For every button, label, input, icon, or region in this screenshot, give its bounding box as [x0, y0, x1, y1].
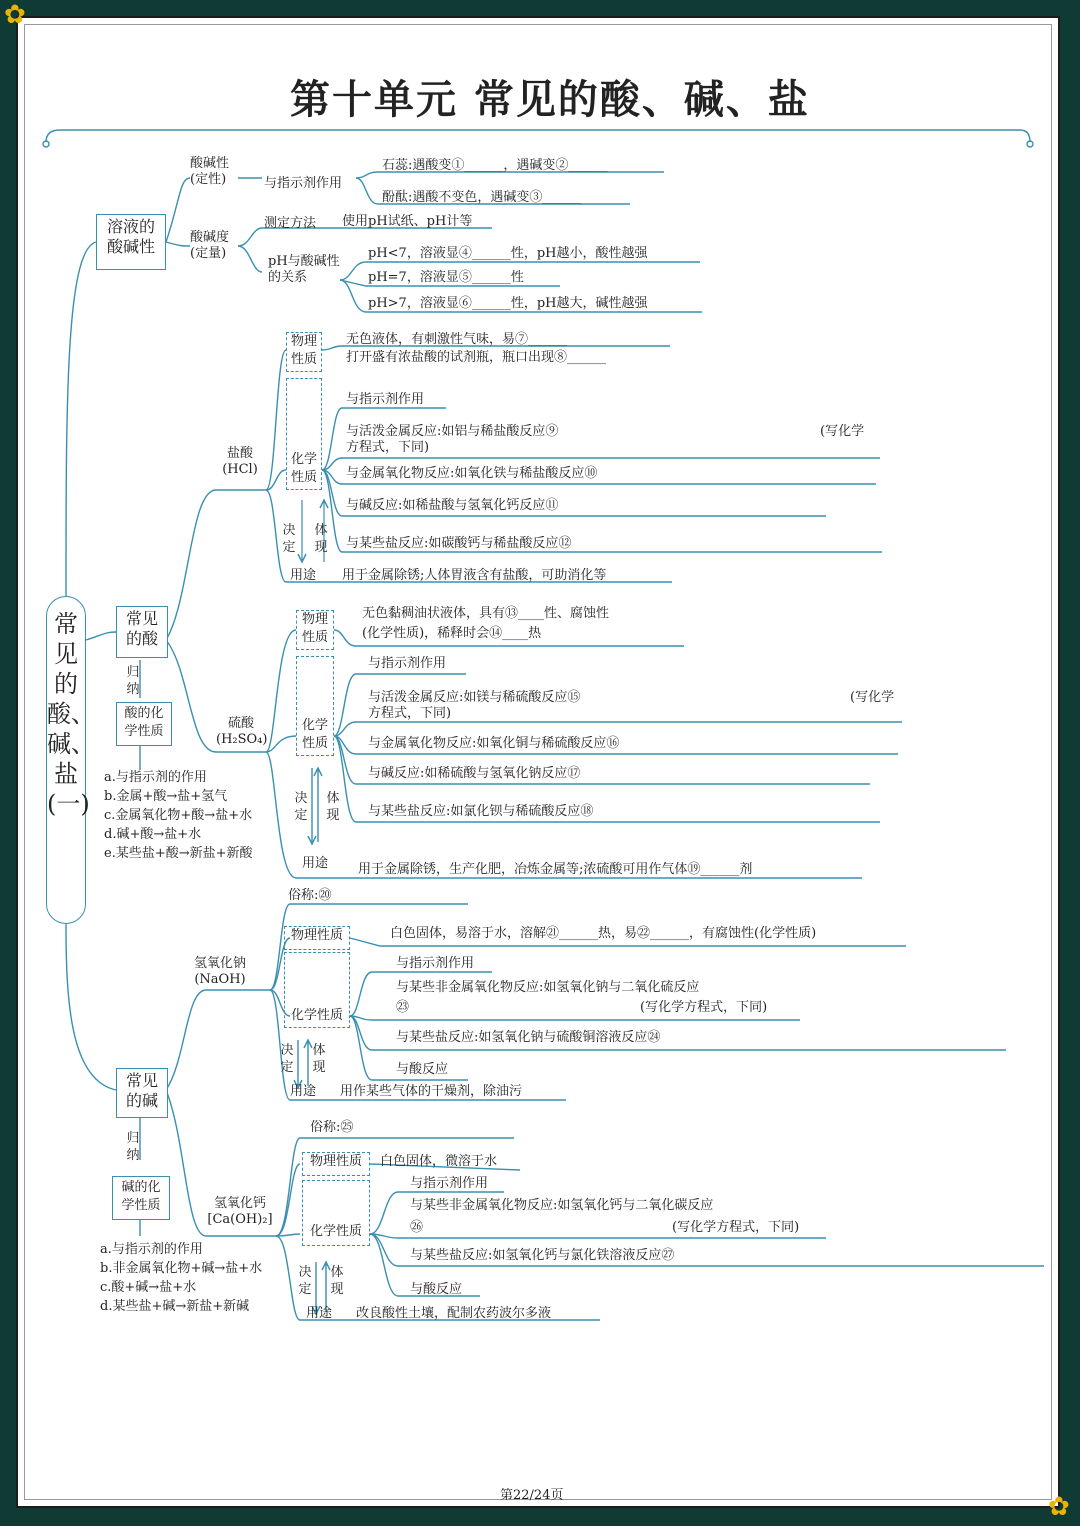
indicator-label: 与指示剂作用 [264, 176, 343, 191]
litmus-text: 石蕊:遇酸变①______，遇碱变②______ [382, 158, 608, 173]
hcl-c2a: 与活泼金属反应:如铝与稀盐酸反应⑨ [346, 424, 559, 439]
caoh2-c2tail: (写化学方程式，下同) [672, 1220, 800, 1235]
naoh-c4: 与酸反应 [396, 1062, 449, 1077]
hcl-phys-label: 物理性质 [286, 332, 322, 372]
node-bases: 常见的碱 [116, 1068, 168, 1118]
base-summary-label: 碱的化学性质 [112, 1176, 170, 1220]
naoh-c1: 与指示剂作用 [396, 956, 475, 971]
list-item: a.与指示剂的作用 [104, 770, 207, 785]
hcl-phys2: 打开盛有浓盐酸的试剂瓶，瓶口出现⑧______ [346, 350, 607, 365]
h2so4-c5: 与某些盐反应:如氯化钡与稀硫酸反应⑱ [368, 804, 594, 819]
list-item: d.某些盐+碱→新盐+新碱 [100, 1299, 250, 1314]
caoh2-c3: 与某些盐反应:如氢氧化钙与氯化铁溶液反应㉗ [410, 1248, 675, 1263]
caoh2-phys-label: 物理性质 [302, 1152, 370, 1176]
ph-gt7: pH>7，溶液显⑥______性，pH越大，碱性越强 [368, 296, 648, 311]
naoh-phys-label: 物理性质 [284, 926, 350, 950]
list-item: a.与指示剂的作用 [100, 1242, 203, 1257]
quantitative-label: 酸碱度(定量) [190, 230, 230, 261]
h2so4-phys-label: 物理性质 [296, 610, 334, 650]
method-label: 测定方法 [264, 216, 317, 231]
caoh2-embody: 体现 [330, 1265, 344, 1297]
root-node: 常见的酸、碱、盐(一) [46, 596, 86, 924]
naoh-c2a: 与某些非金属氧化物反应:如氢氧化钠与二氧化硫反应 [396, 980, 700, 995]
naoh-embody: 体现 [312, 1043, 326, 1075]
acid-summary-list [104, 770, 253, 862]
hcl-label: 盐酸(HCl) [222, 446, 258, 477]
ph-relation-label: pH与酸碱性的关系 [268, 254, 340, 285]
h2so4-label: 硫酸(H₂SO₄) [216, 716, 268, 747]
hcl-use-label: 用途 [290, 568, 317, 583]
caoh2-c4: 与酸反应 [410, 1282, 463, 1297]
list-item: b.非金属氧化物+碱→盐+水 [100, 1261, 263, 1276]
hcl-embody: 体现 [314, 523, 328, 555]
induce-label: 归纳 [126, 1131, 140, 1163]
induce-label: 归纳 [126, 665, 140, 697]
page-number: 第22/24页 [500, 1488, 564, 1503]
h2so4-c2b: 方程式，下同) [368, 706, 452, 721]
caoh2-c2b: ㉖ [410, 1220, 424, 1235]
naoh-c2b: ㉓ [396, 1000, 410, 1015]
h2so4-use: 用于金属除锈，生产化肥，冶炼金属等;浓硫酸可用作气体⑲______剂 [358, 862, 753, 877]
h2so4-c1: 与指示剂作用 [368, 656, 447, 671]
naoh-c3: 与某些盐反应:如氢氧化钠与硫酸铜溶液反应㉔ [396, 1030, 661, 1045]
node-solution: 溶液的酸碱性 [96, 214, 166, 270]
h2so4-decide: 决定 [294, 791, 308, 823]
h2so4-chem-label: 化学性质 [296, 656, 334, 756]
naoh-chem-label: 化学性质 [284, 952, 350, 1028]
h2so4-phys1: 无色黏稠油状液体，具有⑬____性、腐蚀性 [362, 606, 610, 621]
caoh2-phys: 白色固体，微溶于水 [380, 1154, 498, 1169]
h2so4-use-label: 用途 [302, 856, 329, 871]
ph-eq7: pH=7，溶液显⑤______性 [368, 270, 524, 285]
list-item: e.某些盐+酸→新盐+新酸 [104, 846, 253, 861]
hcl-c3: 与金属氧化物反应:如氧化铁与稀盐酸反应⑩ [346, 466, 598, 481]
naoh-phys: 白色固体，易溶于水，溶解㉑______热，易㉒______，有腐蚀性(化学性质) [390, 926, 817, 941]
phenol-text: 酚酞:遇酸不变色，遇碱变③______ [382, 190, 582, 205]
flower-icon: ✿ [4, 0, 26, 30]
h2so4-embody: 体现 [326, 791, 340, 823]
hcl-use: 用于金属除锈;人体胃液含有盐酸，可助消化等 [342, 568, 607, 583]
h2so4-c3: 与金属氧化物反应:如氧化铜与稀硫酸反应⑯ [368, 736, 620, 751]
hcl-c2tail: (写化学 [820, 424, 865, 439]
naoh-c2tail: (写化学方程式，下同) [640, 1000, 768, 1015]
h2so4-c2a: 与活泼金属反应:如镁与稀硫酸反应⑮ [368, 690, 581, 705]
h2so4-c4: 与碱反应:如稀硫酸与氢氧化钠反应⑰ [368, 766, 581, 781]
hcl-c4: 与碱反应:如稀盐酸与氢氧化钙反应⑪ [346, 498, 559, 513]
caoh2-common: 俗称:㉕ [310, 1120, 354, 1135]
hcl-chem-label: 化学性质 [286, 378, 322, 490]
base-summary-list [100, 1242, 262, 1315]
qualitative-label: 酸碱性(定性) [190, 156, 230, 187]
caoh2-use: 改良酸性土壤，配制农药波尔多液 [356, 1306, 552, 1321]
list-item: c.酸+碱→盐+水 [100, 1280, 197, 1295]
node-acids: 常见的酸 [116, 606, 168, 658]
naoh-decide: 决定 [280, 1043, 294, 1075]
caoh2-chem-label: 化学性质 [302, 1180, 370, 1246]
caoh2-c2a: 与某些非金属氧化物反应:如氢氧化钙与二氧化碳反应 [410, 1198, 714, 1213]
ph-lt7: pH<7，溶液显④______性，pH越小，酸性越强 [368, 246, 648, 261]
hcl-c5: 与某些盐反应:如碳酸钙与稀盐酸反应⑫ [346, 536, 572, 551]
h2so4-c2tail: (写化学 [850, 690, 895, 705]
naoh-use-label: 用途 [290, 1084, 317, 1099]
flower-icon: ✿ [1048, 1492, 1070, 1522]
acid-summary-label: 酸的化学性质 [116, 702, 172, 746]
caoh2-c1: 与指示剂作用 [410, 1176, 489, 1191]
naoh-common: 俗称:⑳ [288, 888, 332, 903]
list-item: b.金属+酸→盐+氢气 [104, 789, 228, 804]
caoh2-label: 氢氧化钙[Ca(OH)₂] [207, 1196, 273, 1227]
hcl-decide: 决定 [282, 523, 296, 555]
list-item: c.金属氧化物+酸→盐+水 [104, 808, 253, 823]
h2so4-phys2: (化学性质)，稀释时会⑭____热 [362, 626, 542, 641]
method-text: 使用pH试纸、pH计等 [342, 214, 473, 229]
hcl-phys1: 无色液体，有刺激性气味，易⑦______ [346, 332, 568, 347]
naoh-use: 用作某些气体的干燥剂，除油污 [340, 1084, 523, 1099]
list-item: d.碱+酸→盐+水 [104, 827, 202, 842]
hcl-c1: 与指示剂作用 [346, 392, 425, 407]
page-title: 第十单元 常见的酸、碱、盐 [290, 77, 810, 123]
caoh2-decide: 决定 [298, 1265, 312, 1297]
hcl-c2b: 方程式，下同) [346, 440, 430, 455]
naoh-label: 氢氧化钠(NaOH) [193, 956, 246, 987]
caoh2-use-label: 用途 [306, 1306, 333, 1321]
